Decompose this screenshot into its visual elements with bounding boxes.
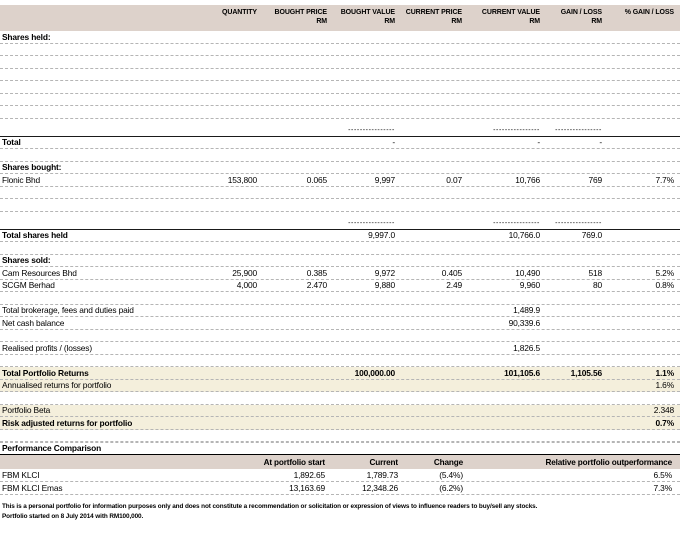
- index-row-fbm-klci: [0, 469, 680, 482]
- value-cell: 2.348: [653, 405, 674, 415]
- empty-row: [0, 94, 680, 107]
- value-cell: 10,490: [515, 267, 540, 278]
- value-cell: 9,960: [519, 280, 540, 290]
- total-portfolio-returns-row: [0, 367, 680, 380]
- row-label: Net cash balance: [2, 317, 65, 328]
- total-shares-held-row: [0, 230, 680, 243]
- column-header-label: CURRENT VALUE: [481, 9, 540, 16]
- value-cell: 769.0: [581, 230, 602, 240]
- column-header-label: CURRENT PRICE: [405, 9, 462, 16]
- empty-row: [0, 149, 680, 162]
- value-cell: 1.6%: [655, 380, 674, 390]
- value-cell: 0.385: [306, 267, 327, 278]
- sum-dash-line: ----------------: [555, 219, 602, 227]
- empty-row: [0, 106, 680, 119]
- empty-row: [0, 430, 680, 443]
- sum-dash-line: ----------------: [493, 219, 540, 227]
- value-cell: 0.07: [446, 174, 462, 185]
- empty-row: [0, 187, 680, 200]
- empty-row: [0, 242, 680, 255]
- performance-table-header: [0, 455, 680, 469]
- value-cell: 0.405: [441, 267, 462, 278]
- value-cell: 2.49: [446, 280, 462, 290]
- value-cell: 9,880: [374, 280, 395, 290]
- index-row-fbm-klci-emas: [0, 482, 680, 495]
- column-header: [188, 8, 257, 17]
- value-cell: 10,766: [515, 174, 540, 185]
- row-label: Total: [2, 137, 21, 147]
- value-cell: 0.065: [306, 174, 327, 185]
- value-cell: -: [599, 137, 602, 147]
- risk-adjusted-returns-row: [0, 417, 680, 430]
- column-header: [327, 8, 395, 26]
- value-cell: 518: [588, 267, 602, 278]
- value-cell: 0.8%: [655, 280, 674, 290]
- stock-row-flonic: [0, 174, 680, 187]
- column-header-unit: RM: [316, 18, 327, 25]
- row-label: Total brokerage, fees and duties paid: [2, 305, 134, 315]
- value-cell: 1,789.73: [366, 470, 398, 480]
- row-label: Risk adjusted returns for portfolio: [2, 417, 133, 428]
- column-header: [257, 8, 327, 26]
- column-header: [462, 8, 540, 26]
- column-header-unit: RM: [384, 18, 395, 25]
- value-cell: 769: [588, 174, 602, 185]
- value-cell: (5.4%): [439, 470, 463, 480]
- empty-row: [0, 69, 680, 82]
- column-header: [602, 8, 674, 17]
- row-label: Realised profits / (losses): [2, 342, 92, 353]
- annualised-returns-row: [0, 380, 680, 393]
- value-cell: -: [392, 137, 395, 147]
- value-cell: 9,997: [374, 174, 395, 185]
- value-cell: 5.2%: [655, 267, 674, 278]
- row-label: Annualised returns for portfolio: [2, 380, 112, 390]
- value-cell: -: [537, 137, 540, 147]
- value-cell: 4,000: [236, 280, 257, 290]
- empty-row: [0, 292, 680, 305]
- value-cell: 1,826.5: [513, 342, 540, 353]
- total-row: [0, 137, 680, 150]
- performance-table-body: [0, 469, 680, 495]
- section-title: Performance Comparison: [2, 443, 102, 453]
- value-cell: 7.3%: [653, 483, 672, 493]
- value-cell: 1,489.9: [513, 305, 540, 315]
- disclaimer-line: This is a personal portfolio for information purposes only and does not constitute a recommendation or solicitation or expression of views to influence readers to buy/sell any stocks.: [2, 503, 538, 510]
- column-header: At portfolio start: [263, 458, 325, 467]
- shares-sold-label: [0, 255, 680, 268]
- sum-dash-line: ----------------: [348, 126, 395, 134]
- value-cell: 101,105.6: [504, 367, 540, 378]
- column-header-label: % GAIN / LOSS: [624, 9, 674, 16]
- empty-row: [0, 56, 680, 69]
- value-cell: 9,972: [374, 267, 395, 278]
- value-cell: 90,339.6: [508, 317, 540, 328]
- empty-row: [0, 81, 680, 94]
- sum-dash-line: ----------------: [348, 219, 395, 227]
- disclaimer-line: Portfolio started on 8 July 2014 with RM100,000.: [2, 512, 144, 520]
- column-header-label: BOUGHT VALUE: [340, 9, 395, 16]
- value-cell: 0.7%: [655, 417, 674, 428]
- column-header: [395, 8, 462, 26]
- portfolio-table-body: [0, 31, 680, 442]
- portfolio-beta-row: [0, 405, 680, 418]
- value-cell: 9,997.0: [368, 230, 395, 240]
- column-header-unit: RM: [591, 18, 602, 25]
- net-cash-balance-row: [0, 317, 680, 330]
- performance-comparison-title: [0, 442, 680, 455]
- column-header: Current: [369, 458, 398, 467]
- value-cell: (6.2%): [439, 483, 463, 493]
- row-label: Portfolio Beta: [2, 405, 51, 415]
- column-header: Relative portfolio outperformance: [545, 458, 672, 467]
- shares-bought-label: [0, 162, 680, 175]
- value-cell: 25,900: [232, 267, 257, 278]
- value-cell: 1,892.65: [293, 470, 325, 480]
- shares-held-label: [0, 31, 680, 44]
- value-cell: 7.7%: [655, 174, 674, 185]
- sum-dash-line: ----------------: [493, 126, 540, 134]
- row-label: SCGM Berhad: [2, 280, 55, 290]
- value-cell: 6.5%: [653, 470, 672, 480]
- empty-row: [0, 330, 680, 343]
- total-brokerage-row: [0, 305, 680, 318]
- value-cell: 80: [592, 280, 602, 290]
- row-label: FBM KLCI Emas: [2, 483, 63, 493]
- footer-disclaimer: [0, 502, 680, 521]
- column-header-label: BOUGHT PRICE: [274, 9, 327, 16]
- row-label: Total shares held: [2, 230, 68, 240]
- sum-line-row: [0, 212, 680, 230]
- value-cell: 100,000.00: [354, 367, 395, 378]
- column-header-label: GAIN / LOSS: [560, 9, 602, 16]
- empty-row: [0, 44, 680, 57]
- row-label: Shares sold:: [2, 255, 51, 265]
- value-cell: 2.470: [306, 280, 327, 290]
- value-cell: 13,163.69: [289, 483, 325, 493]
- row-label: Flonic Bhd: [2, 174, 41, 185]
- value-cell: 10,766.0: [508, 230, 540, 240]
- empty-row: [0, 199, 680, 212]
- column-header: Change: [433, 458, 463, 467]
- column-header-label: QUANTITY: [222, 9, 257, 16]
- value-cell: 12,348.26: [362, 483, 398, 493]
- stock-row-cam-resources: [0, 267, 680, 280]
- column-header: [540, 8, 602, 26]
- row-label: Shares held:: [2, 31, 51, 42]
- row-label: Total Portfolio Returns: [2, 367, 89, 378]
- sum-dash-line: ----------------: [555, 126, 602, 134]
- value-cell: 1,105.56: [570, 367, 602, 378]
- row-label: Cam Resources Bhd: [2, 267, 77, 278]
- value-cell: 1.1%: [655, 367, 674, 378]
- row-label: Shares bought:: [2, 162, 62, 172]
- stock-row-scgm: [0, 280, 680, 293]
- sum-line-row: [0, 119, 680, 137]
- row-label: FBM KLCI: [2, 470, 40, 480]
- realised-profits-row: [0, 342, 680, 355]
- column-header-unit: RM: [529, 18, 540, 25]
- column-header-unit: RM: [451, 18, 462, 25]
- value-cell: 153,800: [227, 174, 257, 185]
- portfolio-table-header: [0, 5, 680, 31]
- empty-row: [0, 392, 680, 405]
- empty-row: [0, 355, 680, 368]
